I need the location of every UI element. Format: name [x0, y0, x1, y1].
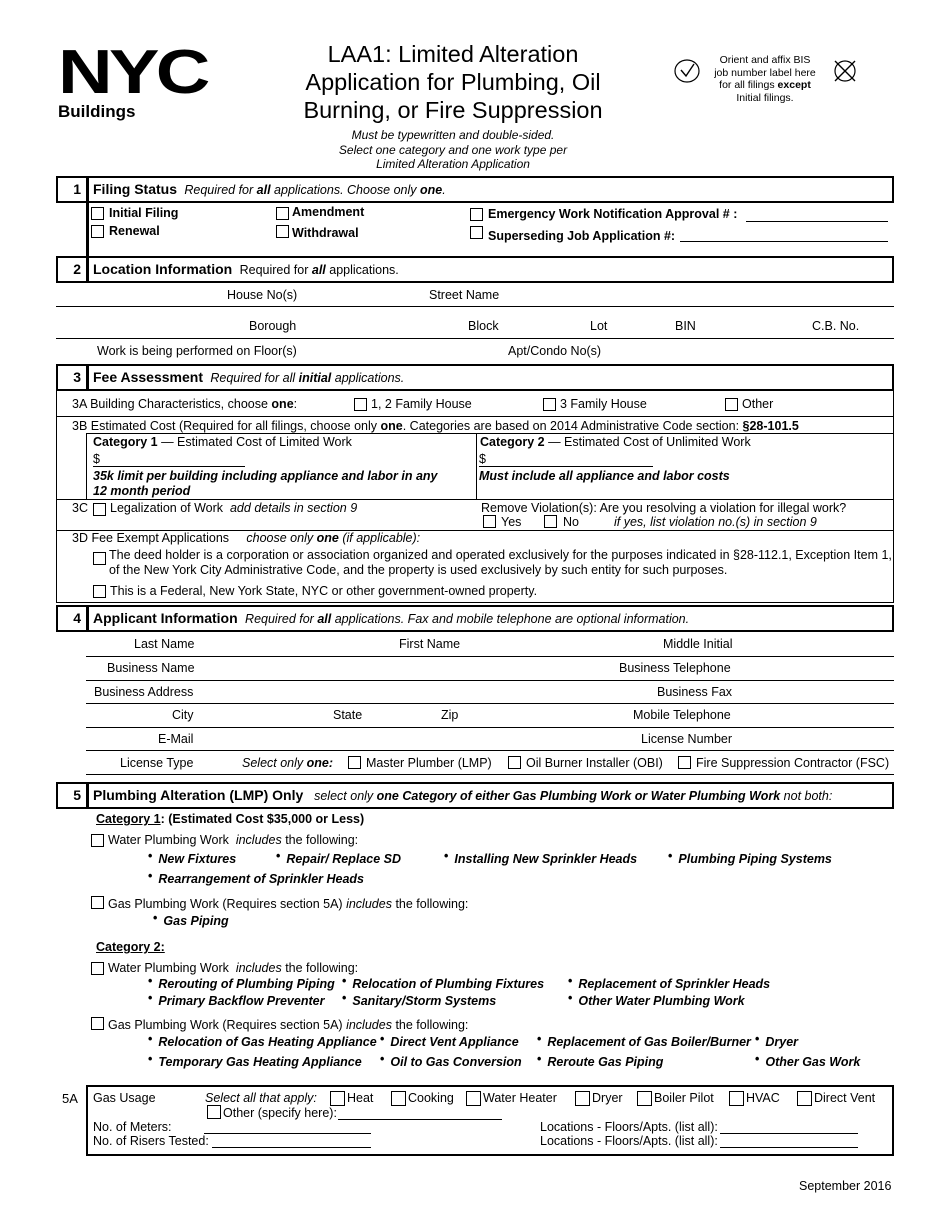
- other-building-checkbox[interactable]: [725, 398, 738, 411]
- gas-direct-vent-label: Direct Vent: [814, 1091, 876, 1105]
- c2-gas-item: • Other Gas Work: [755, 1055, 860, 1069]
- section-3-subtitle: [207, 371, 404, 385]
- risers-label: No. of Risers Tested:: [93, 1134, 209, 1148]
- frame-right: [893, 391, 894, 603]
- section-1-number: 1: [73, 181, 81, 197]
- label-text: Gas Plumbing Work (Requires section 5A): [108, 1018, 343, 1032]
- row-rule: [86, 727, 894, 728]
- cat-rest: — Estimated Cost of Unlimited Work: [544, 435, 751, 449]
- c2-gas-label: [108, 1018, 468, 1032]
- section-3-title: [93, 369, 404, 385]
- choose-text: choose only: [246, 531, 314, 545]
- business-address-label: Business Address: [94, 685, 194, 699]
- s5-category-2-heading: Category 2:: [96, 940, 165, 954]
- category-2-title: [480, 435, 751, 449]
- c1-water-item: • New Fixtures: [148, 852, 236, 866]
- title-text: Applicant Information: [93, 610, 238, 626]
- remove-violation-label: Remove Violation(s): Are you resolving a violation for illegal work?: [481, 501, 847, 515]
- title-line: Application for Plumbing, Oil: [305, 69, 601, 95]
- label-italic: includes: [235, 833, 282, 847]
- select-text: Select only: [242, 756, 304, 770]
- bis-note-line: job number label here: [714, 66, 816, 79]
- nyc-buildings-logo: [58, 38, 218, 124]
- gas-heat-checkbox[interactable]: [330, 1091, 345, 1106]
- meters-locations-label: Locations - Floors/Apts. (list all):: [540, 1120, 718, 1134]
- row-rule: [86, 774, 894, 775]
- row-rule: [86, 656, 894, 657]
- 3-family-checkbox[interactable]: [543, 398, 556, 411]
- mobile-telephone-label: Mobile Telephone: [633, 708, 731, 722]
- c1-gas-label: [108, 897, 468, 911]
- house-number-label: House No(s): [227, 288, 298, 302]
- 3-family-label: 3 Family House: [560, 397, 647, 411]
- label-line: of the New York City Administrative Code, and the property is used exclusively by such entity for such purposes.: [109, 562, 728, 577]
- c2-water-label: [108, 961, 358, 975]
- sub-text: select only: [314, 789, 374, 803]
- label-text: 3B Estimated Cost (Required for all filings, choose only: [72, 419, 378, 433]
- other-building-label: Other: [742, 397, 774, 411]
- form-title: [290, 40, 616, 124]
- cat-divider: [476, 433, 477, 499]
- block-label: Block: [468, 319, 499, 333]
- c2-water-checkbox[interactable]: [91, 962, 104, 975]
- deed-holder-checkbox[interactable]: [93, 552, 106, 565]
- license-number-label: License Number: [641, 732, 733, 746]
- subtitle-line: Select one category and one work type per: [338, 142, 568, 157]
- row-rule: [86, 680, 894, 681]
- label-colon: :: [293, 397, 298, 411]
- sub-all: all: [317, 612, 332, 626]
- sub-all: all: [311, 263, 326, 277]
- c1-water-label: [108, 833, 358, 847]
- renewal-checkbox[interactable]: [91, 225, 104, 238]
- section-3-number: 3: [73, 369, 81, 385]
- floors-label: Work is being performed on Floor(s): [97, 344, 297, 358]
- label-line: The deed holder is a corporation or association organized and operated exclusively for the purposes indicated in §28-112.1, Exception Item 1,: [109, 548, 892, 562]
- gas-hvac-label: HVAC: [746, 1091, 780, 1105]
- legalization-label: [110, 501, 357, 515]
- category-2-cost-field[interactable]: [479, 466, 653, 467]
- sub-text: Required for: [245, 612, 314, 626]
- sub-text: .: [442, 183, 446, 197]
- label-text: Water Plumbing Work: [108, 833, 229, 847]
- section-1-subtitle: [181, 183, 446, 197]
- title-text: Filing Status: [93, 181, 177, 197]
- 1-2-family-checkbox[interactable]: [354, 398, 367, 411]
- code-ref: §28-101.5: [742, 419, 799, 433]
- c1-gas-checkbox[interactable]: [91, 896, 104, 909]
- sub-bold: one Category of either Gas Plumbing Work or Water Plumbing Work: [376, 789, 781, 803]
- cat-rest: — Estimated Cost of Limited Work: [157, 435, 352, 449]
- label-one: one: [271, 397, 294, 411]
- label-text: the following:: [395, 1018, 469, 1032]
- c2-gas-item: • Oil to Gas Conversion: [380, 1055, 522, 1069]
- initial-filing-checkbox[interactable]: [91, 207, 104, 220]
- gas-direct-vent-checkbox[interactable]: [797, 1091, 812, 1106]
- government-property-label: This is a Federal, New York State, NYC or other government-owned property.: [110, 584, 538, 598]
- superseding-checkbox[interactable]: [470, 226, 483, 239]
- row-rule: [56, 499, 894, 500]
- c1-water-item: • Installing New Sprinkler Heads: [444, 852, 637, 866]
- sub-all: all: [256, 183, 271, 197]
- category-1-dollar: $: [93, 452, 100, 466]
- row-rule: [56, 602, 894, 603]
- amendment-checkbox[interactable]: [276, 207, 289, 220]
- choose-one: one: [316, 531, 339, 545]
- last-name-label: Last Name: [134, 637, 195, 651]
- section-5-title: [93, 787, 832, 803]
- title-line: Burning, or Fire Suppression: [303, 97, 603, 123]
- violation-yes-checkbox[interactable]: [483, 515, 496, 528]
- sub-one: one: [419, 183, 443, 197]
- section-1-title: [93, 181, 446, 197]
- gas-other-label: Other (specify here):: [223, 1106, 337, 1120]
- meters-field[interactable]: [204, 1133, 371, 1134]
- cat-title: Category 1: [93, 435, 158, 449]
- row-rule: [86, 703, 894, 704]
- checkmark-circle-icon: [674, 58, 700, 84]
- fsc-label: Fire Suppression Contractor (FSC): [696, 756, 890, 770]
- label-text: the following:: [285, 833, 359, 847]
- sub-text: Required for all: [210, 371, 296, 385]
- category-1-note: [93, 469, 438, 498]
- c2-water-item: • Replacement of Sprinkler Heads: [568, 977, 770, 991]
- cat-rest: : (Estimated Cost $35,000 or Less): [160, 812, 365, 826]
- label-italic: add details in section 9: [229, 501, 358, 515]
- lmp-checkbox[interactable]: [348, 756, 361, 769]
- form-subtitle: [290, 128, 616, 172]
- gas-other-field[interactable]: [338, 1119, 502, 1120]
- gas-usage-title: Gas Usage: [93, 1091, 156, 1105]
- gas-heat-label: Heat: [347, 1091, 374, 1105]
- amendment-label: Amendment: [292, 205, 365, 219]
- c1-water-checkbox[interactable]: [91, 834, 104, 847]
- legalization-checkbox[interactable]: [93, 503, 106, 516]
- license-type-label: License Type: [120, 756, 194, 770]
- subtitle-line: Limited Alteration Application: [376, 157, 530, 171]
- c1-water-item: • Repair/ Replace SD: [276, 852, 401, 866]
- section-2-number: 2: [73, 261, 81, 277]
- business-name-label: Business Name: [107, 661, 195, 675]
- label-text: the following:: [395, 897, 469, 911]
- cat-label: Category 1: [96, 812, 161, 826]
- withdrawal-label: Withdrawal: [292, 226, 359, 240]
- section-4-title: [93, 610, 689, 626]
- 3d-label: [72, 531, 420, 545]
- label-text: . Categories are based on 2014 Administrative Code section:: [402, 419, 740, 433]
- bis-label-note: [706, 54, 824, 104]
- gas-water-heater-checkbox[interactable]: [466, 1091, 481, 1106]
- frame-left: [56, 391, 57, 603]
- title-text: Location Information: [93, 261, 233, 277]
- license-select-note: [242, 756, 333, 770]
- borough-label: Borough: [249, 319, 297, 333]
- gas-usage-select-note: Select all that apply:: [205, 1091, 317, 1105]
- section-5a-number: 5A: [62, 1091, 78, 1106]
- label-one: one: [380, 419, 403, 433]
- section-2-subtitle: [236, 263, 399, 277]
- fsc-checkbox[interactable]: [678, 756, 691, 769]
- apt-condo-label: Apt/Condo No(s): [508, 344, 602, 358]
- label-text: Legalization of Work: [110, 501, 224, 515]
- gas-water-heater-label: Water Heater: [483, 1091, 557, 1105]
- section-divider: [86, 605, 89, 632]
- c2-water-item: • Sanitary/Storm Systems: [342, 994, 496, 1008]
- gas-dryer-label: Dryer: [592, 1091, 623, 1105]
- select-one: one:: [306, 756, 334, 770]
- c2-water-item: • Relocation of Plumbing Fixtures: [342, 977, 544, 991]
- section-divider: [86, 256, 89, 283]
- label-italic: includes: [346, 897, 392, 911]
- meters-label: No. of Meters:: [93, 1120, 172, 1134]
- lot-label: Lot: [590, 319, 608, 333]
- label-text: 3D Fee Exempt Applications: [72, 531, 230, 545]
- row-rule: [86, 433, 894, 434]
- sub-text: applications. Choose only: [274, 183, 417, 197]
- superseding-label: Superseding Job Application #:: [488, 229, 676, 243]
- gas-dryer-checkbox[interactable]: [575, 1091, 590, 1106]
- gas-hvac-checkbox[interactable]: [729, 1091, 744, 1106]
- initial-filing-label: Initial Filing: [109, 206, 179, 220]
- c2-gas-item: • Direct Vent Appliance: [380, 1035, 519, 1049]
- withdrawal-checkbox[interactable]: [276, 225, 289, 238]
- section-divider: [86, 176, 89, 260]
- sub-text: applications.: [334, 371, 405, 385]
- revision-date: September 2016: [799, 1179, 892, 1193]
- title-line: LAA1: Limited Alteration: [327, 41, 579, 67]
- 3a-label: [72, 397, 297, 411]
- violation-no-checkbox[interactable]: [544, 515, 557, 528]
- c2-water-item: • Rerouting of Plumbing Piping: [148, 977, 335, 991]
- sub-text: Required for: [184, 183, 254, 197]
- superseding-job-field[interactable]: [680, 241, 888, 242]
- section-2-title: [93, 261, 399, 277]
- c2-gas-checkbox[interactable]: [91, 1017, 104, 1030]
- sub-text: Required for: [239, 263, 309, 277]
- section-divider: [86, 364, 89, 391]
- s5-category-1-heading: [96, 812, 364, 826]
- street-name-label: Street Name: [429, 288, 500, 302]
- government-property-checkbox[interactable]: [93, 585, 106, 598]
- emergency-work-checkbox[interactable]: [470, 208, 483, 221]
- sub-text: applications.: [329, 263, 399, 277]
- bis-note-except: except: [777, 79, 811, 91]
- violation-note: if yes, list violation no.(s) in section 9: [614, 515, 817, 529]
- gas-boiler-pilot-label: Boiler Pilot: [654, 1091, 714, 1105]
- note-line: 12 month period: [93, 483, 191, 498]
- middle-initial-label: Middle Initial: [663, 637, 733, 651]
- c2-water-item: • Primary Backflow Preventer: [148, 994, 324, 1008]
- label-text: Water Plumbing Work: [108, 961, 229, 975]
- bis-note-line: Orient and affix BIS: [719, 54, 811, 66]
- sub-initial: initial: [298, 371, 332, 385]
- cat-divider: [86, 433, 87, 499]
- category-2-dollar: $: [479, 452, 486, 466]
- meters-locations-field[interactable]: [720, 1133, 858, 1134]
- emergency-approval-field[interactable]: [746, 221, 888, 222]
- section-divider: [86, 782, 89, 809]
- sub-text: not both:: [783, 789, 833, 803]
- category-1-title: [93, 435, 352, 449]
- business-fax-label: Business Fax: [657, 685, 733, 699]
- risers-locations-field[interactable]: [720, 1147, 858, 1148]
- violation-yes-label: Yes: [501, 515, 522, 529]
- row-rule: [56, 416, 894, 417]
- c2-water-item: • Other Water Plumbing Work: [568, 994, 745, 1008]
- email-label: E-Mail: [158, 732, 194, 746]
- gas-cooking-label: Cooking: [408, 1091, 454, 1105]
- c2-gas-item: • Relocation of Gas Heating Appliance: [148, 1035, 377, 1049]
- title-text: Fee Assessment: [93, 369, 203, 385]
- c1-water-item: • Rearrangement of Sprinkler Heads: [148, 872, 364, 886]
- c2-gas-item: • Dryer: [755, 1035, 798, 1049]
- logo-mark: NYC: [58, 38, 207, 107]
- state-label: State: [333, 708, 363, 722]
- zip-label: Zip: [441, 708, 459, 722]
- c2-gas-item: • Temporary Gas Heating Appliance: [148, 1055, 362, 1069]
- subtitle-line: Must be typewritten and double-sided.: [351, 128, 555, 142]
- label-text: the following:: [285, 961, 359, 975]
- c2-gas-item: • Reroute Gas Piping: [537, 1055, 663, 1069]
- bis-note-line: [706, 79, 824, 92]
- sub-text: applications. Fax and mobile telephone are optional information.: [334, 612, 690, 626]
- category-2-note: Must include all appliance and labor costs: [479, 469, 730, 483]
- category-1-cost-field[interactable]: [93, 466, 245, 467]
- section-4-number: 4: [73, 610, 81, 626]
- violation-no-label: No: [563, 515, 579, 529]
- row-rule: [56, 306, 894, 307]
- label-text: Gas Plumbing Work (Requires section 5A): [108, 897, 343, 911]
- city-label: City: [172, 708, 194, 722]
- bis-note-line: Initial filings.: [736, 91, 794, 104]
- obi-checkbox[interactable]: [508, 756, 521, 769]
- risers-locations-label: Locations - Floors/Apts. (list all):: [540, 1134, 718, 1148]
- emergency-work-label: Emergency Work Notification Approval # :: [488, 207, 738, 221]
- crossed-circle-icon: [832, 58, 858, 84]
- 3b-label: [72, 419, 799, 433]
- cat-title: Category 2: [480, 435, 545, 449]
- gas-cooking-checkbox[interactable]: [391, 1091, 406, 1106]
- label-italic: includes: [235, 961, 282, 975]
- renewal-label: Renewal: [109, 224, 160, 238]
- first-name-label: First Name: [399, 637, 461, 651]
- choose-text: (if applicable):: [342, 531, 421, 545]
- c1-gas-item: • Gas Piping: [153, 914, 229, 928]
- title-text: Plumbing Alteration (LMP) Only: [93, 787, 304, 803]
- gas-other-checkbox[interactable]: [207, 1105, 221, 1119]
- logo-subtitle: Buildings: [58, 102, 136, 121]
- section-5-number: 5: [73, 787, 81, 803]
- 1-2-family-label: 1, 2 Family House: [371, 397, 472, 411]
- obi-label: Oil Burner Installer (OBI): [526, 756, 663, 770]
- label-italic: includes: [346, 1018, 392, 1032]
- section-5-subtitle: [307, 789, 832, 803]
- lmp-label: Master Plumber (LMP): [366, 756, 492, 770]
- section-4-subtitle: [242, 612, 690, 626]
- cb-number-label: C.B. No.: [812, 319, 860, 333]
- 3c-number: 3C: [72, 501, 88, 515]
- c2-gas-item: • Replacement of Gas Boiler/Burner: [537, 1035, 751, 1049]
- c1-water-item: • Plumbing Piping Systems: [668, 852, 832, 866]
- row-rule: [56, 338, 894, 339]
- bis-note-text: for all filings: [719, 79, 775, 91]
- business-telephone-label: Business Telephone: [619, 661, 731, 675]
- row-rule: [86, 750, 894, 751]
- deed-holder-label: [109, 548, 892, 577]
- note-line: 35k limit per building including appliance and labor in any: [93, 469, 438, 483]
- label-text: 3A Building Characteristics, choose: [72, 397, 268, 411]
- label-italic: [246, 531, 420, 545]
- risers-field[interactable]: [212, 1147, 371, 1148]
- bin-label: BIN: [675, 319, 696, 333]
- gas-boiler-pilot-checkbox[interactable]: [637, 1091, 652, 1106]
